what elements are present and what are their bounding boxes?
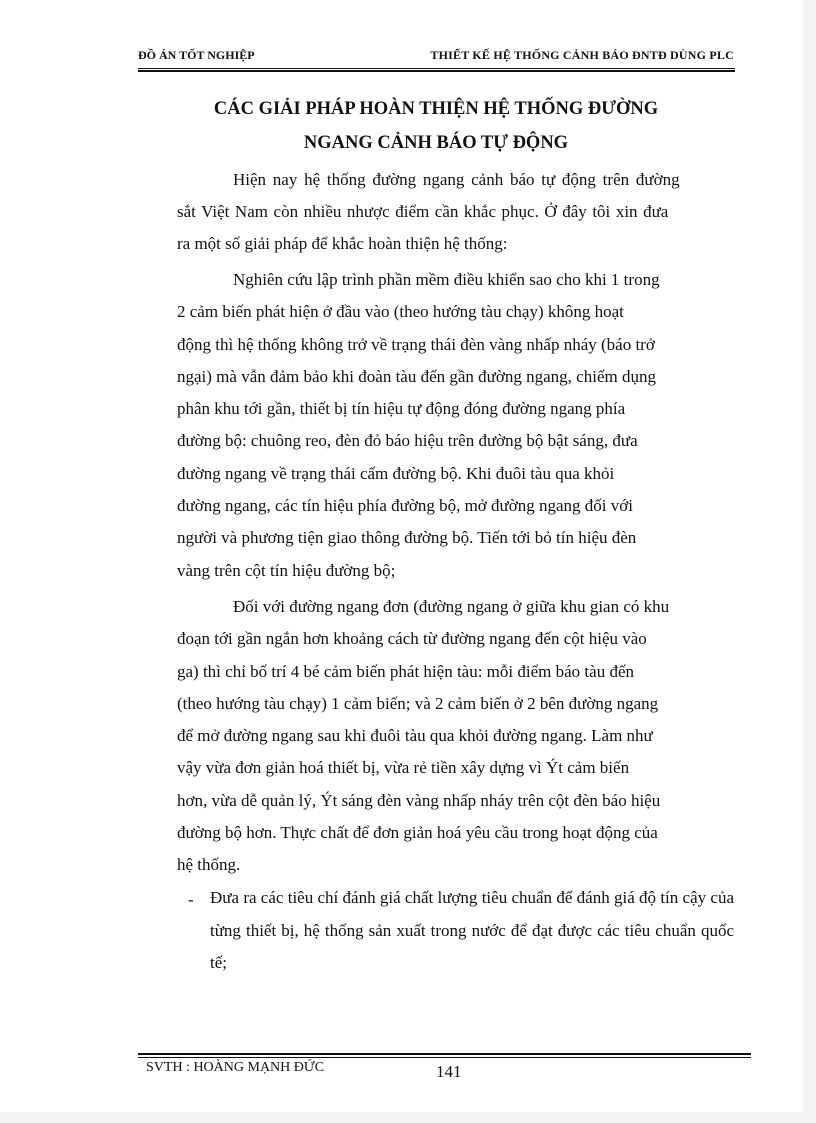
paragraph-line: vàng trên cột tín hiệu đường bộ; [177, 560, 396, 580]
header-right: THIẾT KẾ HỆ THỐNG CẢNH BÁO ĐNTĐ DÙNG PLC [430, 48, 734, 62]
page-shadow-bottom [0, 1112, 816, 1123]
paragraph-line: đường ngang, các tín hiệu phía đường bộ, mở đường ngang đối với [177, 496, 633, 516]
footer-author: SVTH : HOÀNG MẠNH ĐỨC [146, 1060, 325, 1075]
paragraph-line: đường bộ hơn. Thực chất để đơn giản hoá yêu cầu trong hoạt động của [177, 823, 658, 843]
page-shadow-right [803, 0, 816, 1123]
footer-rule-thick [138, 1053, 751, 1055]
section-title-line-1: CÁC GIẢI PHÁP HOÀN THIỆN HỆ THỐNG ĐƯỜNG [213, 99, 659, 119]
paragraph-single-crossing [177, 591, 669, 882]
paragraph-line: đường ngang về trạng thái cấm đường bộ. Khi đuôi tàu qua khỏi [177, 463, 615, 483]
bullet-marker: - [188, 890, 194, 909]
paragraph-line: Hiện nay hệ thống đường ngang cảnh báo tự động trên đường [233, 170, 680, 189]
paragraph-line: ga) thì chỉ bố trí 4 bé cảm biến phát hiện tàu: mỗi điểm báo tàu đến [177, 661, 634, 681]
running-header [138, 46, 734, 66]
paragraph-line: 2 cảm biến phát hiện ở đầu vào (theo hướng tàu chạy) không hoạt [177, 302, 624, 322]
paragraph-line: Đối với đường ngang đơn (đường ngang ở giữa khu gian có khu [233, 597, 670, 616]
paragraph-line: vậy vừa đơn giản hoá thiết bị, vừa rẻ tiền xây dựng vì Ýt cảm biến [177, 758, 630, 778]
header-left: ĐỒ ÁN TỐT NGHIỆP [138, 48, 255, 62]
paragraph-line: người và phương tiện giao thông đường bộ. Tiến tới bỏ tín hiệu đèn [177, 528, 637, 548]
paragraph-line: ngại) mà vẫn đảm bảo khi đoàn tàu đến gần đường ngang, chiếm dụng [177, 366, 656, 386]
header-rule-thin [138, 68, 735, 69]
paragraph-line: để mở đường ngang sau khi đuôi tàu qua khỏi đường ngang. Làm như [177, 726, 653, 746]
paragraph-line: đoạn tới gần ngắn hơn khoảng cách từ đường ngang đến cột hiệu vào [177, 629, 647, 649]
paragraph-line: đường bộ: chuông reo, đèn đỏ báo hiệu trên đường bộ bật sáng, đưa [177, 431, 638, 451]
page-number: 141 [436, 1062, 462, 1081]
paragraph-line: động thì hệ thống không trở về trạng thái đèn vàng nhấp nháy (báo trở [177, 334, 655, 354]
paragraph-intro-cont [177, 196, 668, 261]
header-rule-thick [138, 70, 735, 72]
paragraph-software [177, 264, 660, 587]
paragraph-line: (theo hướng tàu chạy) 1 cảm biến; và 2 cảm biến ở 2 bên đường ngang [177, 693, 659, 713]
paragraph-line: hơn, vừa dễ quản lý, Ýt sáng đèn vàng nhấp nháy trên cột đèn báo hiệu [177, 790, 661, 810]
paragraph-line: ra một số giải pháp để khắc hoàn thiện hệ thống: [177, 234, 508, 254]
footer-rule-thin [138, 1057, 751, 1058]
paragraph-intro [233, 164, 680, 196]
paragraph-line: hệ thống. [177, 855, 241, 875]
paragraph-line: sắt Việt Nam còn nhiều nhược điểm cần khắc phục. Ở đây tôi xin đưa [177, 202, 669, 221]
section-title-line-2: NGANG CẢNH BÁO TỰ ĐỘNG [303, 133, 569, 153]
bullet-item: Đưa ra các tiêu chí đánh giá chất lượng tiêu chuẩn để đánh giá độ tín cậy của từng thiết bị, hệ thống sản xuất trong nước để đạt được các tiêu chuẩn quốc tế; [210, 888, 734, 972]
paragraph-line: phân khu tới gần, thiết bị tín hiệu tự động đóng đường ngang phía [177, 399, 626, 419]
paragraph-line: Nghiên cứu lập trình phần mềm điều khiển sao cho khi 1 trong [233, 270, 660, 289]
